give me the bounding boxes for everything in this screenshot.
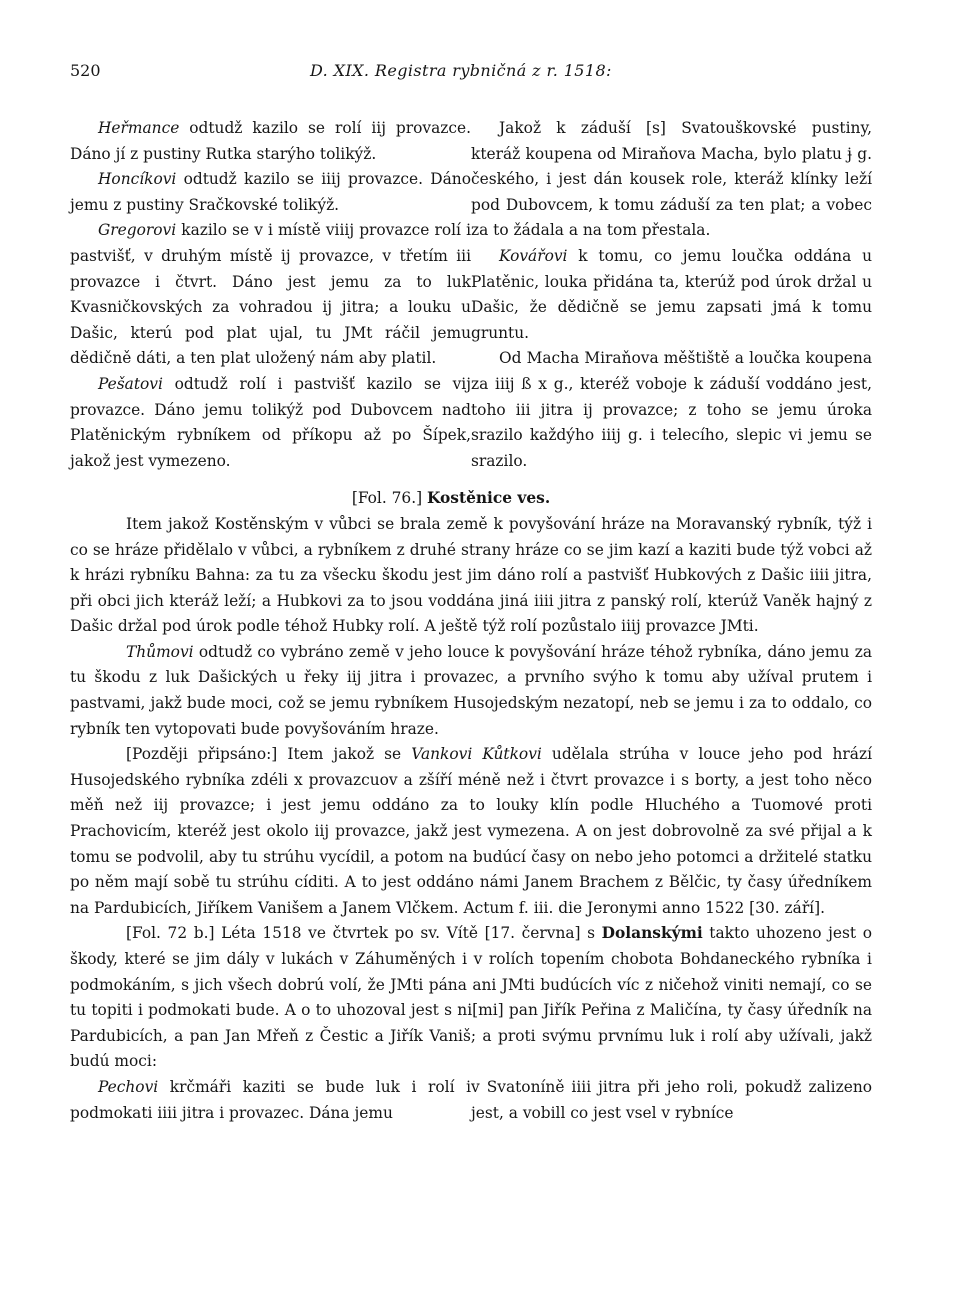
paragraph-text: odtudž co vybráno země v jeho louce k povyšování hráze téhož rybníka, dáno jemu za tu škodu z luk Dašických u řeky iij jitra i provazec, a prvního svýho k tomu aby užíval prutem i pastvami, jakž bude moci, což se jemu rybníkem Husojedským nezatopí, neb se jemu i za to oddalo, co rybník ten vytopovati bude povyšováním hraze. bbox=[70, 642, 872, 738]
entry-name: Gregorovi bbox=[98, 221, 177, 240]
entry-hermance bbox=[70, 116, 471, 167]
entry-name: Honcíkovi bbox=[98, 170, 177, 189]
entry-name: Pechovi bbox=[98, 1077, 159, 1096]
entry-name: Kovářovi bbox=[499, 246, 568, 265]
paragraph-prefix: [Fol. 72 b.] Léta 1518 ve čtvrtek po sv. Vítě [17. června] s bbox=[126, 924, 602, 943]
entry-name: Vankovi Kůtkovi bbox=[411, 745, 542, 764]
entry-pech bbox=[70, 1075, 471, 1126]
bottom-two-column-section bbox=[70, 1075, 872, 1126]
bottom-left-column bbox=[70, 1075, 471, 1126]
paragraph-prefix: [Později připsáno:] Item jakož se bbox=[126, 745, 412, 764]
entry-text: odtudž kazilo se rolí iij provazce. Dáno jí z pustiny Rutka starýho tolikýž. bbox=[70, 119, 471, 163]
entry-name: Thůmovi bbox=[126, 642, 194, 661]
paragraph-text: udělala strúha v louce jeho pod hrází Husojedského rybníka zdéli x provazcuov a zšíří méně než i čtvrt provazce i s borty, a jest toho něco měň než iij provazce; i jest jemu oddáno za to louky klín podle Hluchého a Tuomové proti Prachovicím, kteréž jest okolo iij provazce, jakž jest vymezena. A on jest dobrovolně za své přijal a k tomu se podvolil, aby tu strúhu vycídil, a potom na budúcí časy on nebo jeho potomci a držitelé statku po něm mají sobě tu strúhu cíditi. A to jest oddáno námi Janem Brachem z Bělčic, ty časy úředníkem na Pardubicích, Jiříkem Vanišem a Janem Vlčkem. Actum f. iii. die Jeronymi anno 1522 [30. září]. bbox=[70, 745, 872, 917]
paragraph-vanek bbox=[70, 742, 872, 921]
paragraph-text: Item jakož Kostěnským v vůbci se brala země k povyšování hráze na Moravanský rybník, týž i co se hráze přidělalo v vůbci, a rybníkem z druhé strany hráze co se jim kazí a kaziti bude týž vobci až k hrázi rybníku Bahna: za tu za všecku škodu jest jim dáno rolí a pastvišť Hubkových z Dašic iiii jitra, při obci jich kteráž leží; a Hubkovi za to jsou voddána jiná iiii jitra z panský rolí, kterúž Vaněk hajný z Dašic držal pod úrok podle téhož Hubky rolí. A ještě týž rolí pozůstalo iiij provazce JMti. bbox=[70, 514, 872, 636]
entry-text: odtudž rolí i pastvišť kazilo se vij provazce. Dáno jemu tolikýž pod Dubovcem nad Platěnickým rybníkem od příkopu až po Šípek, jakož jest vymezeno. bbox=[70, 374, 471, 470]
entry-text: Od Macha Miraňova měštiště a loučka koupena za iiij ß x g., kteréž voboje k záduší voddáno jest, toho iii jitra ij provazce; z toho se jemu úroka srazilo každýho iiij g. i telecího, slepic vi jemu se srazilo. bbox=[471, 349, 872, 470]
folio-reference: [Fol. 76.] bbox=[351, 489, 427, 508]
page-number: 520 bbox=[70, 61, 101, 80]
entry-name: Pešatovi bbox=[98, 374, 163, 393]
entry-svatonin bbox=[471, 1075, 872, 1126]
running-title: D. XIX. Registra rybničná z r. 1518: bbox=[310, 61, 612, 80]
entry-honcik bbox=[70, 167, 471, 218]
paragraph-kostenice bbox=[70, 512, 872, 640]
section-heading bbox=[70, 486, 872, 512]
two-column-section bbox=[70, 116, 872, 474]
entry-pesat bbox=[70, 372, 471, 474]
full-width-section bbox=[70, 512, 872, 1075]
village-name: Dolanskými bbox=[601, 924, 703, 943]
entry-text: Jakož k záduší [s] Svatouškovské pustiny, kteráž koupena od Miraňova Macha, bylo platu ɉ g. českého, i jest dán kousek role, kteráž klínky leží pod Dubovcem, k tomu záduší za ten plat; a vobec za to žádala a na tom přestala. bbox=[471, 119, 872, 240]
entry-text: v Svatoníně iiii jitra při jeho roli, pokudž zalizeno jest, a vobill co jest vsel v rybníce bbox=[471, 1077, 872, 1122]
bottom-right-column bbox=[471, 1075, 872, 1126]
entry-text: krčmáři kaziti se bude luk i rolí i podmokati iiii jitra i provazec. Dána jemu bbox=[70, 1077, 471, 1122]
entry-gregor bbox=[70, 218, 471, 372]
entry-macha bbox=[471, 346, 872, 474]
entry-zadusi bbox=[471, 116, 872, 244]
left-column bbox=[70, 116, 471, 474]
right-column bbox=[471, 116, 872, 474]
paragraph-thum bbox=[70, 640, 872, 742]
entry-text: kazilo se v i místě viiij provazce rolí i pastvišť, v druhým místě ij provazce, v třetím iii provazce i čtvrt. Dáno jest jemu za to luk Kvasničkovských za vohradou ij jitra; a louku u Dašic, kterú pod plat ujal, tu JMt ráčil jemu dědičně dáti, a ten plat uložený nám aby platil. bbox=[70, 221, 471, 368]
paragraph-text: takto uhozeno jest o škody, které se jim dály v lukách v Záhuměných i v rolích topením chobota Bohdaneckého rybníka i podmokáním, s jich všech dobrú volí, že JMti pána ani JMti budúcích víc z ničehož viniti nemají, co se tu topiti i podmokati bude. A o to uhozoval jest s ni[mi] pan Jiřík Peřina z Maličína, ty časy úředník na Pardubicích, a pan Jan Mřeň z Čestic a Jiřík Vaniš; a proti svýmu prvnímu luk i rolí aby užívali, jakž budú moci: bbox=[70, 924, 872, 1071]
entry-name: Heřmance bbox=[98, 119, 180, 137]
entry-kovar bbox=[471, 244, 872, 346]
entry-text: k tomu, co jemu loučka oddána u Platěnic, louka přidána ta, kterúž pod úrok držal u Dašic, že dědičně se jemu zapsati jmá k tomu gruntu. bbox=[471, 246, 872, 342]
entry-text: odtudž kazilo se iiij provazce. Dáno jemu z pustiny Sračkovské tolikýž. bbox=[70, 170, 471, 214]
village-name: Kostěnice ves. bbox=[427, 489, 551, 508]
paragraph-dolany bbox=[70, 921, 872, 1075]
running-head bbox=[70, 58, 872, 84]
